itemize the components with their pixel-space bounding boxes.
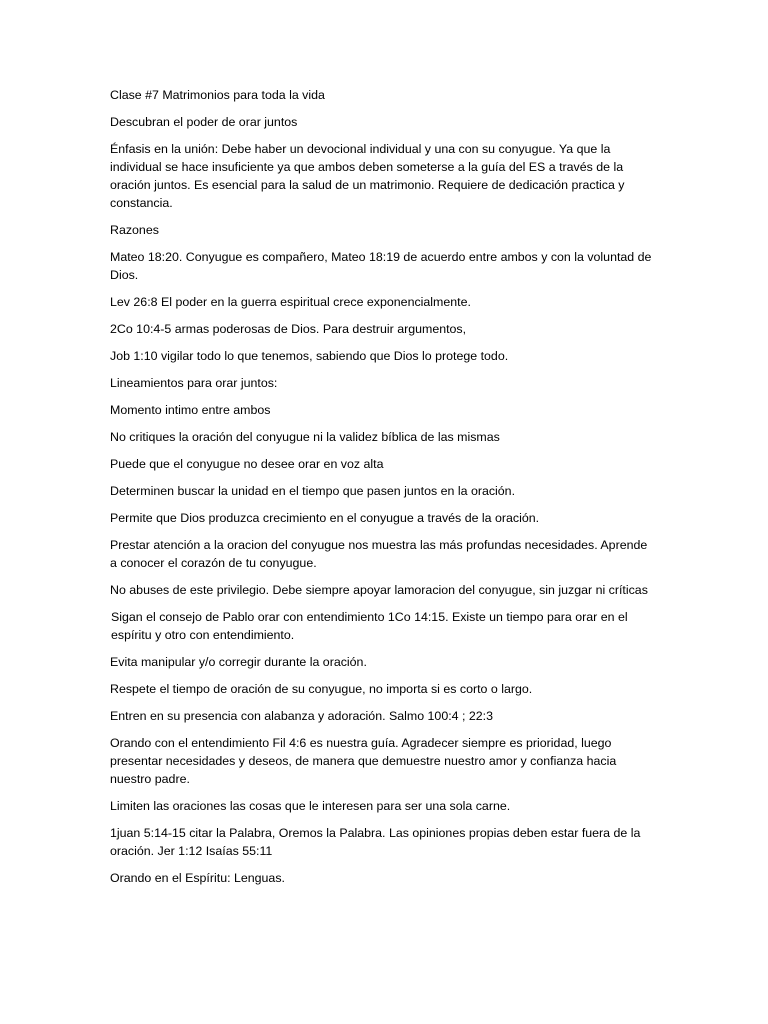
heading-razones: Razones <box>110 223 159 237</box>
heading-lineamientos: Lineamientos para orar juntos: <box>110 376 278 390</box>
paragraph-guideline: Respete el tiempo de oración de su conyugue, no importa si es corto o largo. <box>110 682 533 696</box>
paragraph-guideline: 1juan 5:14-15 citar la Palabra, Oremos la Palabra. Las opiniones propias deben estar fuera de la oración. Jer 1:12 Isaías 55:11 <box>110 826 641 858</box>
paragraph-guideline: Orando en el Espíritu: Lenguas. <box>110 871 285 885</box>
paragraph-reason: 2Co 10:4-5 armas poderosas de Dios. Para destruir argumentos, <box>110 322 467 336</box>
paragraph-guideline: Orando con el entendimiento Fil 4:6 es nuestra guía. Agradecer siempre es prioridad, luego presentar necesidades y deseos, de manera que demuestre nuestro amor y confianza hacia nuestro padre. <box>110 736 617 786</box>
paragraph-guideline: Sigan el consejo de Pablo orar con entendimiento 1Co 14:15. Existe un tiempo para orar en el espíritu y otro con entendimiento. <box>111 610 628 642</box>
paragraph-reason: Lev 26:8 El poder en la guerra espiritual crece exponencialmente. <box>110 295 471 309</box>
paragraph-guideline: Momento intimo entre ambos <box>110 403 271 417</box>
document-subtitle: Descubran el poder de orar juntos <box>110 115 298 129</box>
paragraph-guideline: Determinen buscar la unidad en el tiempo que pasen juntos en la oración. <box>110 484 516 498</box>
paragraph-guideline: Puede que el conyugue no desee orar en voz alta <box>110 457 384 471</box>
paragraph-reason: Mateo 18:20. Conyugue es compañero, Mateo 18:19 de acuerdo entre ambos y con la voluntad de Dios. <box>110 250 652 282</box>
paragraph-guideline: Permite que Dios produzca crecimiento en el conyugue a través de la oración. <box>110 511 540 525</box>
paragraph-guideline: Limiten las oraciones las cosas que le interesen para ser una sola carne. <box>110 799 511 813</box>
paragraph-guideline: Evita manipular y/o corregir durante la oración. <box>110 655 367 669</box>
document-body <box>110 86 655 896</box>
paragraph-guideline: No abuses de este privilegio. Debe siempre apoyar lamoracion del conyugue, sin juzgar ni críticas <box>110 583 648 597</box>
paragraph-enfasis: Énfasis en la unión: Debe haber un devocional individual y una con su conyugue. Ya que la individual se hace insuficiente ya que ambos deben someterse a la guía del ES a través de la oración juntos. Es esencial para la salud de un matrimonio. Requiere de dedicación practica y constancia. <box>110 142 625 210</box>
paragraph-guideline: Prestar atención a la oracion del conyugue nos muestra las más profundas necesidades. Aprende a conocer el corazón de tu conyugue. <box>110 538 648 570</box>
paragraph-guideline: No critiques la oración del conyugue ni la validez bíblica de las mismas <box>110 430 500 444</box>
paragraph-reason: Job 1:10 vigilar todo lo que tenemos, sabiendo que Dios lo protege todo. <box>110 349 509 363</box>
document-title: Clase #7 Matrimonios para toda la vida <box>110 88 325 102</box>
paragraph-guideline: Entren en su presencia con alabanza y adoración. Salmo 100:4 ; 22:3 <box>110 709 493 723</box>
